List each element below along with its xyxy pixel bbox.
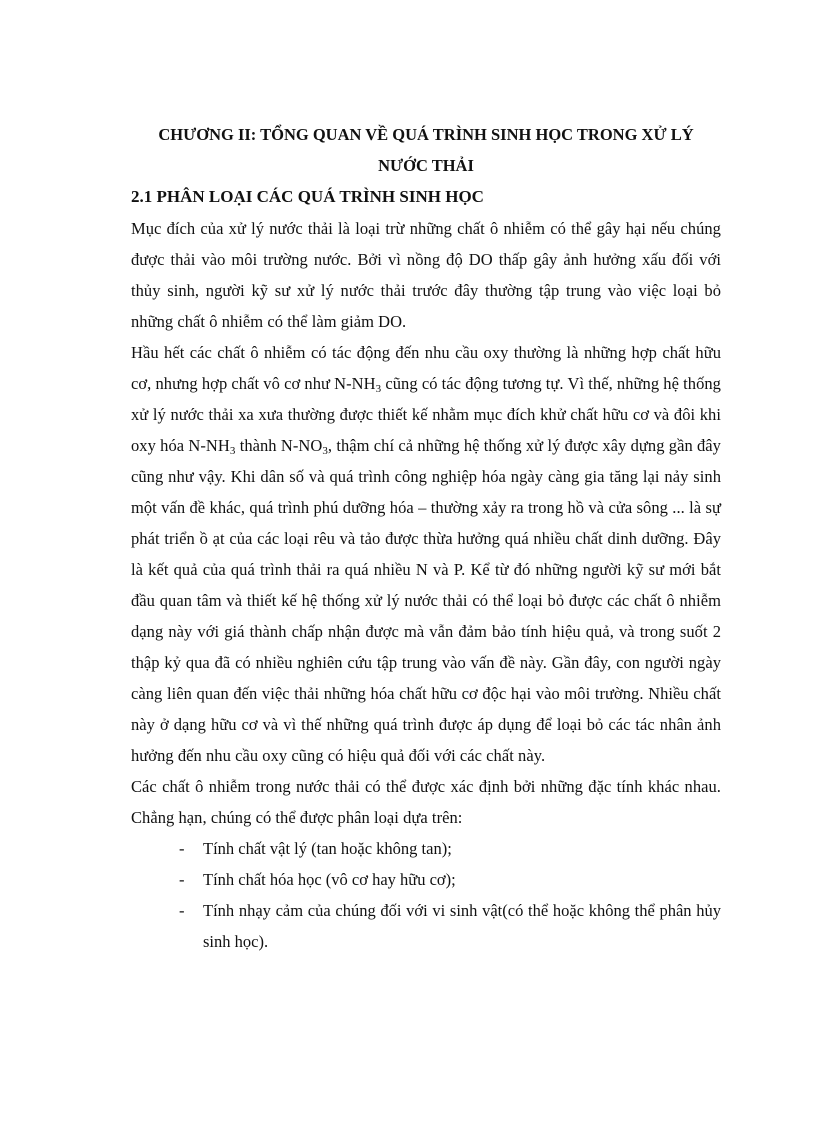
paragraph-history-part-c: thành N-NO <box>235 436 323 455</box>
subscript-nh3-b: 3 <box>229 445 236 457</box>
document-page <box>131 119 721 957</box>
paragraph-history <box>131 337 721 771</box>
chapter-title <box>131 119 721 181</box>
paragraph-history-part-a: Hầu hết các chất ô nhiễm có tác động đến nhu cầu oxy thường là những hợp chất hữu cơ, nhưng hợp chất vô cơ như N-NH <box>131 343 721 393</box>
chapter-title-line-2: NƯỚC THẢI <box>378 156 474 175</box>
paragraph-history-part-b: cũng có tác động tương tự. Vì thế, những hệ thống xử lý nước thải xa xưa thường được thiết kế nhằm mục đích khử chất hữu cơ và đôi khi oxy hóa N-NH <box>131 374 721 455</box>
paragraph-classification: Các chất ô nhiễm trong nước thải có thể được xác định bởi những đặc tính khác nhau. Chẳng hạn, chúng có thể được phân loại dựa trên: <box>131 777 721 827</box>
list-dash: - <box>179 901 185 920</box>
list-item <box>131 864 721 895</box>
list-item-text: Tính chất hóa học (vô cơ hay hữu cơ); <box>203 870 456 889</box>
list-dash: - <box>179 839 185 858</box>
paragraph-purpose: Mục đích của xử lý nước thải là loại trừ những chất ô nhiễm có thể gây hại nếu chúng được thải vào môi trường nước. Bởi vì nồng độ DO thấp gây ảnh hưởng xấu đối với thủy sinh, người kỹ sư xử lý nước thải trước đây thường tập trung vào việc loại bỏ những chất ô nhiễm có thể làm giảm DO. <box>131 219 721 331</box>
list-item <box>131 895 721 957</box>
paragraph-history-part-d: , thậm chí cả những hệ thống xử lý được xây dựng gần đây cũng như vậy. Khi dân số và quá trình công nghiệp hóa ngày càng gia tăng lại nảy sinh một vấn đề khác, quá trình phú dưỡng hóa – thường xảy ra trong hồ và cửa sông ... là sự phát triển ồ ạt của các loại rêu và tảo được thừa hưởng quá nhiều chất dinh dưỡng. Đây là kết quả của quá trình thải ra quá nhiều N và P. Kể từ đó những người kỹ sư mới bắt đầu quan tâm và thiết kế hệ thống xử lý nước thải có thể loại bỏ được các chất ô nhiễm dạng này với giá thành chấp nhận được mà vẫn đảm bảo tính hiệu quả, và trong suốt 2 thập kỷ qua đã có nhiều nghiên cứu tập trung vào vấn đề này. Gần đây, con người ngày càng liên quan đến việc thải những hóa chất hữu cơ độc hại vào môi trường. Nhiều chất này ở dạng hữu cơ và vì thế những quá trình được áp dụng để loại bỏ các tác nhân ảnh hưởng đến nhu cầu oxy cũng có hiệu quả đối với các chất này. <box>131 436 721 765</box>
list-dash: - <box>179 870 185 889</box>
list-item-text: Tính nhạy cảm của chúng đối với vi sinh vật(có thể hoặc không thể phân hủy sinh học). <box>203 901 721 951</box>
section-heading: 2.1 PHÂN LOẠI CÁC QUÁ TRÌNH SINH HỌC <box>131 187 484 206</box>
list-item <box>131 833 721 864</box>
subscript-no3: 3 <box>322 445 328 457</box>
subscript-nh3-a: 3 <box>375 383 382 395</box>
chapter-title-line-1: CHƯƠNG II: TỔNG QUAN VỀ QUÁ TRÌNH SINH HỌC TRONG XỬ LÝ <box>158 125 694 144</box>
classification-list <box>131 833 721 957</box>
list-item-text: Tính chất vật lý (tan hoặc không tan); <box>203 839 452 858</box>
